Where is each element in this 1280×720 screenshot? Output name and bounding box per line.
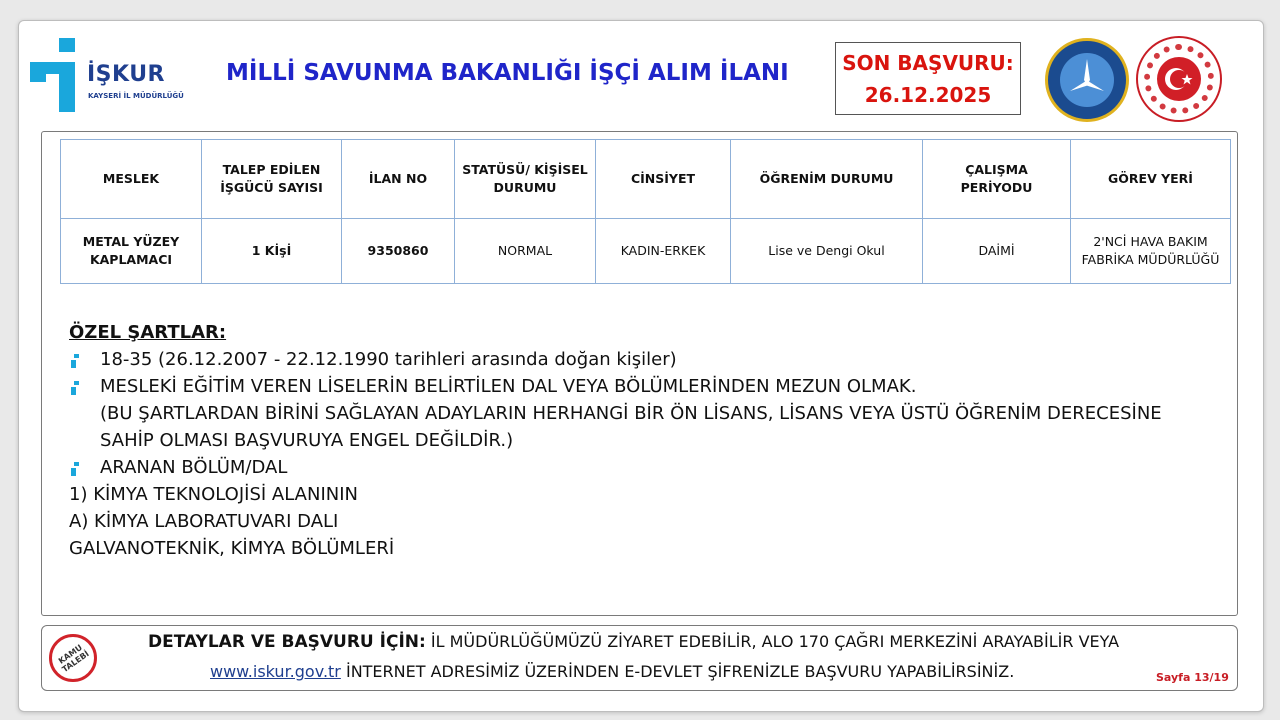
bullet-icon [71,381,79,395]
deadline-box [835,42,1021,115]
public-demand-stamp-icon [49,634,97,682]
page-title: MİLLİ SAVUNMA BAKANLIĞI İŞÇİ ALIM İLANI [226,60,789,86]
list-item-note: SAHİP OLMASI BAŞVURUYA ENGEL DEĞİLDİR.) [100,430,514,451]
air-maintenance-emblem-icon [1045,38,1129,122]
logo-subtitle: KAYSERİ İL MÜDÜRLÜĞÜ [88,92,184,100]
column-header: GÖREV YERİ [1071,140,1231,219]
column-header: TALEP EDİLEN İŞGÜCÜ SAYISI [202,140,342,219]
footer-line-1-text: İL MÜDÜRLÜĞÜMÜZÜ ZİYARET EDEBİLİR, ALO 170 ÇAĞRI MERKEZİNİ ARAYABİLİR VEYA [430,632,1120,651]
list-item-text: ARANAN BÖLÜM/DAL [100,457,288,478]
footer-line-2 [210,662,1014,681]
footer-bold-label: DETAYLAR VE BAŞVURU İÇİN: [148,632,426,652]
list-item-note: (BU ŞARTLARDAN BİRİNİ SAĞLAYAN ADAYLARIN HERHANGİ BİR ÖN LİSANS, LİSANS VEYA ÜSTÜ ÖĞRENİM DERECESİNE [100,403,1162,424]
column-header: MESLEK [61,140,202,219]
bullet-icon [71,462,79,476]
listing-content-box [41,131,1238,616]
iskur-logo [30,38,184,114]
department-line: 1) KİMYA TEKNOLOJİSİ ALANININ [69,484,358,505]
department-line: A) KİMYA LABORATUVARI DALI [69,511,339,532]
department-line: GALVANOTEKNİK, KİMYA BÖLÜMLERİ [69,538,395,559]
list-item [69,346,1219,373]
page-number: Sayfa 13/19 [1156,671,1229,684]
cell-work-period: DAİMİ [923,219,1071,284]
special-conditions-heading: ÖZEL ŞARTLAR: [69,322,227,343]
deadline-label: SON BAŞVURU: [842,50,1014,75]
cell-status: NORMAL [455,219,596,284]
deadline-date: 26.12.2025 [864,82,992,107]
table-header-row [61,140,1231,219]
iskur-website-link[interactable]: www.iskur.gov.tr [210,662,341,681]
cell-education: Lise ve Dengi Okul [731,219,923,284]
cell-requested-count: 1 Kİşİ [202,219,342,284]
list-item-text: MESLEKİ EĞİTİM VEREN LİSELERİN BELİRTİLEN DAL VEYA BÖLÜMLERİNDEN MEZUN OLMAK. [100,376,917,397]
column-header: İLAN NO [342,140,455,219]
cell-listing-number: 9350860 [342,219,455,284]
footer-box [41,625,1238,691]
special-conditions [69,319,1219,562]
footer-line-2-text: İNTERNET ADRESİMİZ ÜZERİNDEN E-DEVLET ŞİFRENİZLE BAŞVURU YAPABİLİRSİNİZ. [345,662,1015,681]
column-header: ÇALIŞMA PERİYODU [923,140,1071,219]
cell-occupation: METAL YÜZEY KAPLAMACI [61,219,202,284]
column-header: CİNSİYET [596,140,731,219]
logo-text: İŞKUR [87,62,165,87]
column-header: STATÜSÜ/ KİŞİSEL DURUMU [455,140,596,219]
cell-work-location: 2'NCİ HAVA BAKIM FABRİKA MÜDÜRLÜĞÜ [1071,219,1231,284]
list-item [69,373,1219,400]
stamp-text: KAMU TALEBİ [56,642,91,675]
cell-gender: KADIN-ERKEK [596,219,731,284]
list-item [69,454,1219,481]
bullet-icon [71,354,79,368]
list-item-text: 18-35 (26.12.2007 - 22.12.1990 tarihleri arasında doğan kişiler) [100,349,677,370]
column-header: ÖĞRENİM DURUMU [731,140,923,219]
footer-line-1 [148,632,1119,652]
table-row [61,219,1231,284]
job-table [60,139,1231,284]
ministry-of-defence-emblem-icon [1136,36,1222,122]
